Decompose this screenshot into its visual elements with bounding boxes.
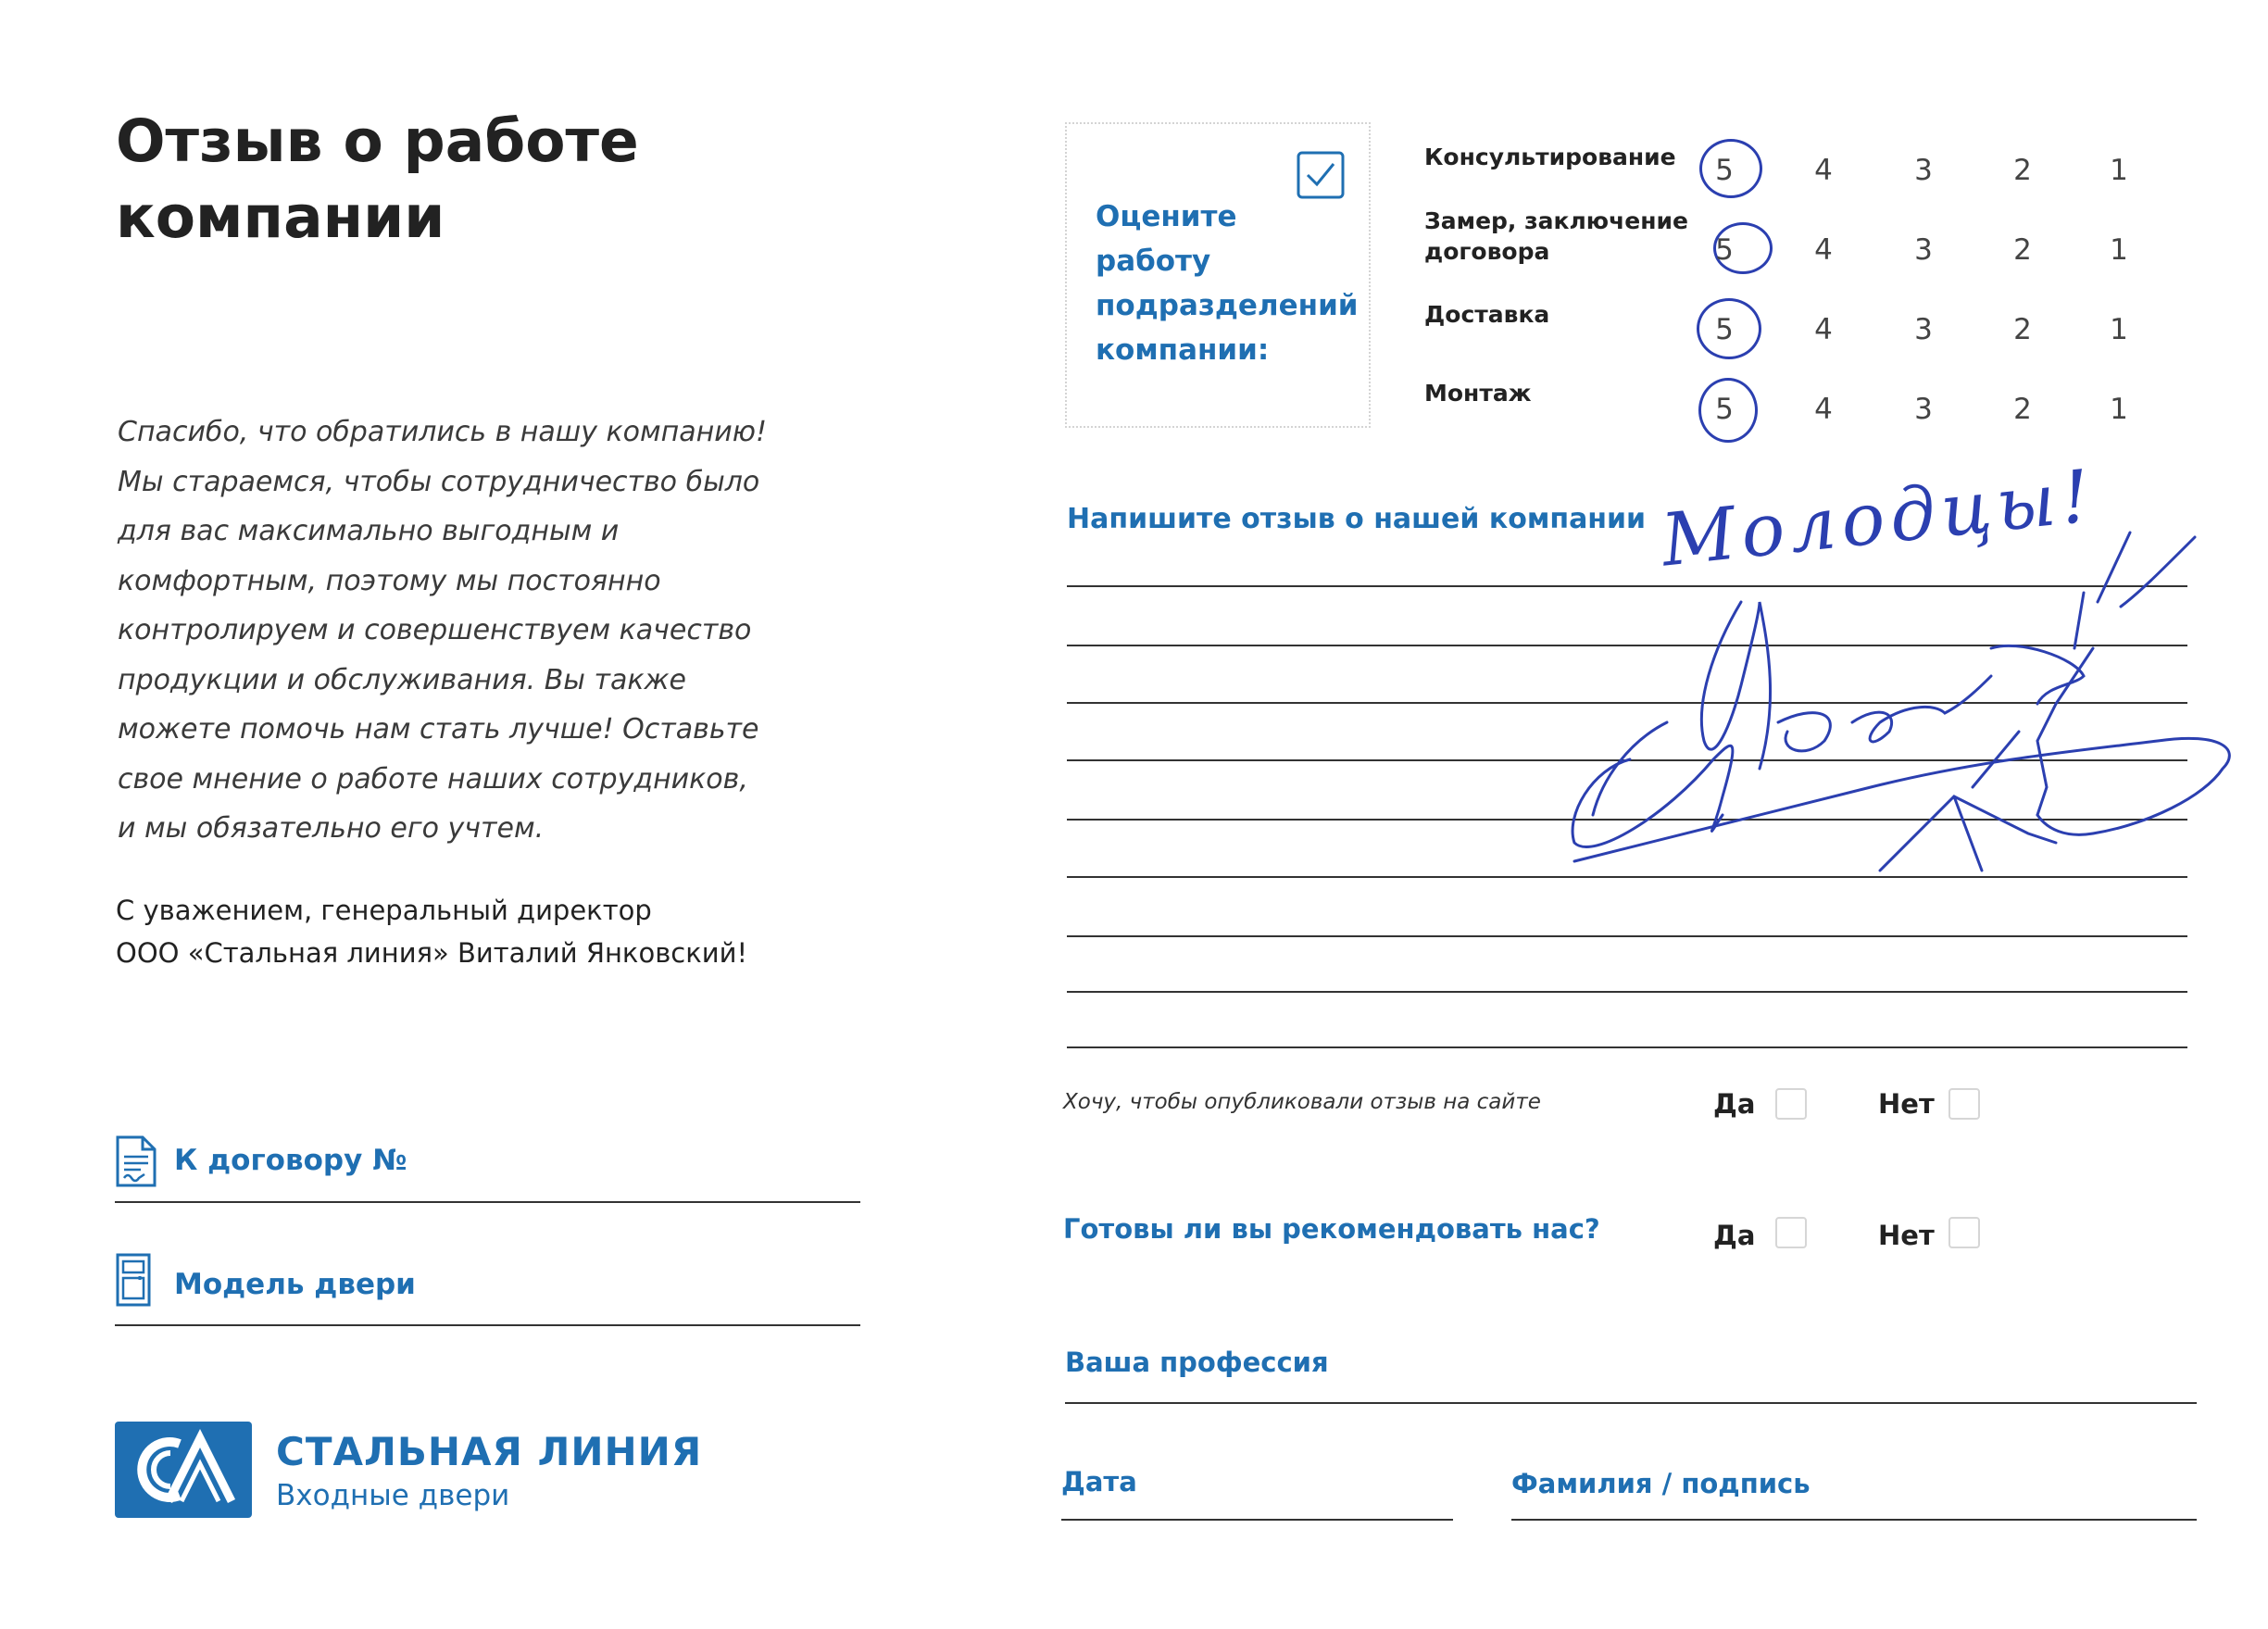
rating-score[interactable]: 1 xyxy=(2110,154,2128,187)
rating-score[interactable]: 5 xyxy=(1715,154,1734,187)
rating-score[interactable]: 3 xyxy=(1914,313,1933,346)
contract-field[interactable] xyxy=(115,1201,860,1203)
rating-score[interactable]: 3 xyxy=(1914,393,1933,426)
rating-prompt-line: подразделений xyxy=(1096,289,1359,322)
intro-line: контролируем и совершенствуем качество xyxy=(118,614,752,646)
publish-yes-checkbox[interactable] xyxy=(1775,1088,1807,1120)
regards-line-1: С уважением, генеральный директор xyxy=(116,895,652,926)
rating-score[interactable]: 2 xyxy=(2013,393,2032,426)
review-line xyxy=(1067,1046,2187,1048)
rating-score[interactable]: 5 xyxy=(1715,313,1734,346)
date-label: Дата xyxy=(1061,1466,1137,1497)
recommend-label: Готовы ли вы рекомендовать нас? xyxy=(1063,1213,1600,1245)
rating-score[interactable]: 3 xyxy=(1914,154,1933,187)
review-line xyxy=(1067,585,2187,587)
brand-name: СТАЛЬНАЯ ЛИНИЯ xyxy=(276,1429,703,1474)
category-label: Доставка xyxy=(1424,301,1550,328)
intro-text xyxy=(118,407,840,854)
door-model-field[interactable] xyxy=(115,1324,860,1326)
director-regards xyxy=(116,889,838,974)
publish-yes-label: Да xyxy=(1713,1088,1756,1120)
profession-field[interactable] xyxy=(1065,1402,2197,1404)
review-line xyxy=(1067,759,2187,761)
category-label: Консультирование xyxy=(1424,144,1676,170)
rating-score[interactable]: 4 xyxy=(1814,233,1833,267)
review-line xyxy=(1067,702,2187,704)
intro-line: и мы обязательно его учтем. xyxy=(118,812,545,845)
profession-label: Ваша профессия xyxy=(1065,1347,1329,1378)
page-title-line-2: компании xyxy=(116,183,445,251)
category-label: Замер, заключение xyxy=(1424,207,1688,234)
handwritten-review: Молодцы! xyxy=(1658,454,2100,583)
review-line xyxy=(1067,876,2187,878)
recommend-no-checkbox[interactable] xyxy=(1948,1217,1980,1248)
rating-category-measurement xyxy=(1424,206,1688,267)
review-line xyxy=(1067,935,2187,937)
rating-score[interactable]: 4 xyxy=(1814,393,1833,426)
rating-prompt-line: работу xyxy=(1096,244,1211,278)
review-line xyxy=(1067,645,2187,646)
checkmark-icon xyxy=(1297,151,1345,199)
rating-score[interactable]: 1 xyxy=(2110,233,2128,267)
brand-tagline: Входные двери xyxy=(276,1479,510,1512)
page-title xyxy=(116,104,949,256)
intro-line: можете помочь нам стать лучше! Оставьте xyxy=(118,713,759,746)
document-icon xyxy=(115,1134,157,1188)
signature-field[interactable] xyxy=(1511,1519,2197,1521)
page-title-line-1: Отзыв о работе xyxy=(116,107,639,175)
door-icon xyxy=(115,1252,154,1308)
intro-line: Спасибо, что обратились в нашу компанию! xyxy=(118,416,768,448)
rating-score[interactable]: 5 xyxy=(1715,393,1734,426)
intro-line: для вас максимально выгодным и xyxy=(118,515,620,547)
rating-score[interactable]: 1 xyxy=(2110,393,2128,426)
door-model-label: Модель двери xyxy=(174,1268,416,1301)
category-label: Монтаж xyxy=(1424,380,1532,407)
intro-line: комфортным, поэтому мы постоянно xyxy=(118,564,661,597)
rating-category-installation xyxy=(1424,378,1532,408)
publish-no-label: Нет xyxy=(1878,1088,1935,1120)
rating-category-delivery xyxy=(1424,299,1549,330)
recommend-yes-label: Да xyxy=(1713,1220,1756,1251)
rating-prompt-line: Оцените xyxy=(1096,200,1237,233)
recommend-yes-checkbox[interactable] xyxy=(1775,1217,1807,1248)
recommend-no-label: Нет xyxy=(1878,1220,1935,1251)
signature-label: Фамилия / подпись xyxy=(1511,1468,1811,1499)
intro-line: Мы стараемся, чтобы сотрудничество было xyxy=(118,465,760,498)
rating-score[interactable]: 4 xyxy=(1814,154,1833,187)
rating-prompt xyxy=(1096,194,1373,372)
rating-prompt-line: компании: xyxy=(1096,333,1270,367)
review-label: Напишите отзыв о нашей компании xyxy=(1067,503,1647,535)
rating-score[interactable]: 4 xyxy=(1814,313,1833,346)
category-label: договора xyxy=(1424,238,1550,265)
rating-score[interactable]: 5 xyxy=(1715,233,1734,267)
publish-no-checkbox[interactable] xyxy=(1948,1088,1980,1120)
intro-line: продукции и обслуживания. Вы также xyxy=(118,663,686,696)
date-field[interactable] xyxy=(1061,1519,1453,1521)
review-line xyxy=(1067,819,2187,821)
review-line xyxy=(1067,991,2187,993)
rating-score[interactable]: 2 xyxy=(2013,313,2032,346)
brand-logo-mark xyxy=(115,1422,252,1518)
publish-label: Хочу, чтобы опубликовали отзыв на сайте xyxy=(1063,1090,1541,1114)
rating-category-consulting xyxy=(1424,142,1676,172)
contract-label: К договору № xyxy=(174,1144,407,1177)
intro-line: свое мнение о работе наших сотрудников, xyxy=(118,762,748,796)
rating-score[interactable]: 3 xyxy=(1914,233,1933,267)
rating-score[interactable]: 2 xyxy=(2013,233,2032,267)
rating-score[interactable]: 2 xyxy=(2013,154,2032,187)
rating-score[interactable]: 1 xyxy=(2110,313,2128,346)
brand-logo xyxy=(115,1422,252,1518)
regards-line-2: ООО «Стальная линия» Виталий Янковский! xyxy=(116,937,748,969)
